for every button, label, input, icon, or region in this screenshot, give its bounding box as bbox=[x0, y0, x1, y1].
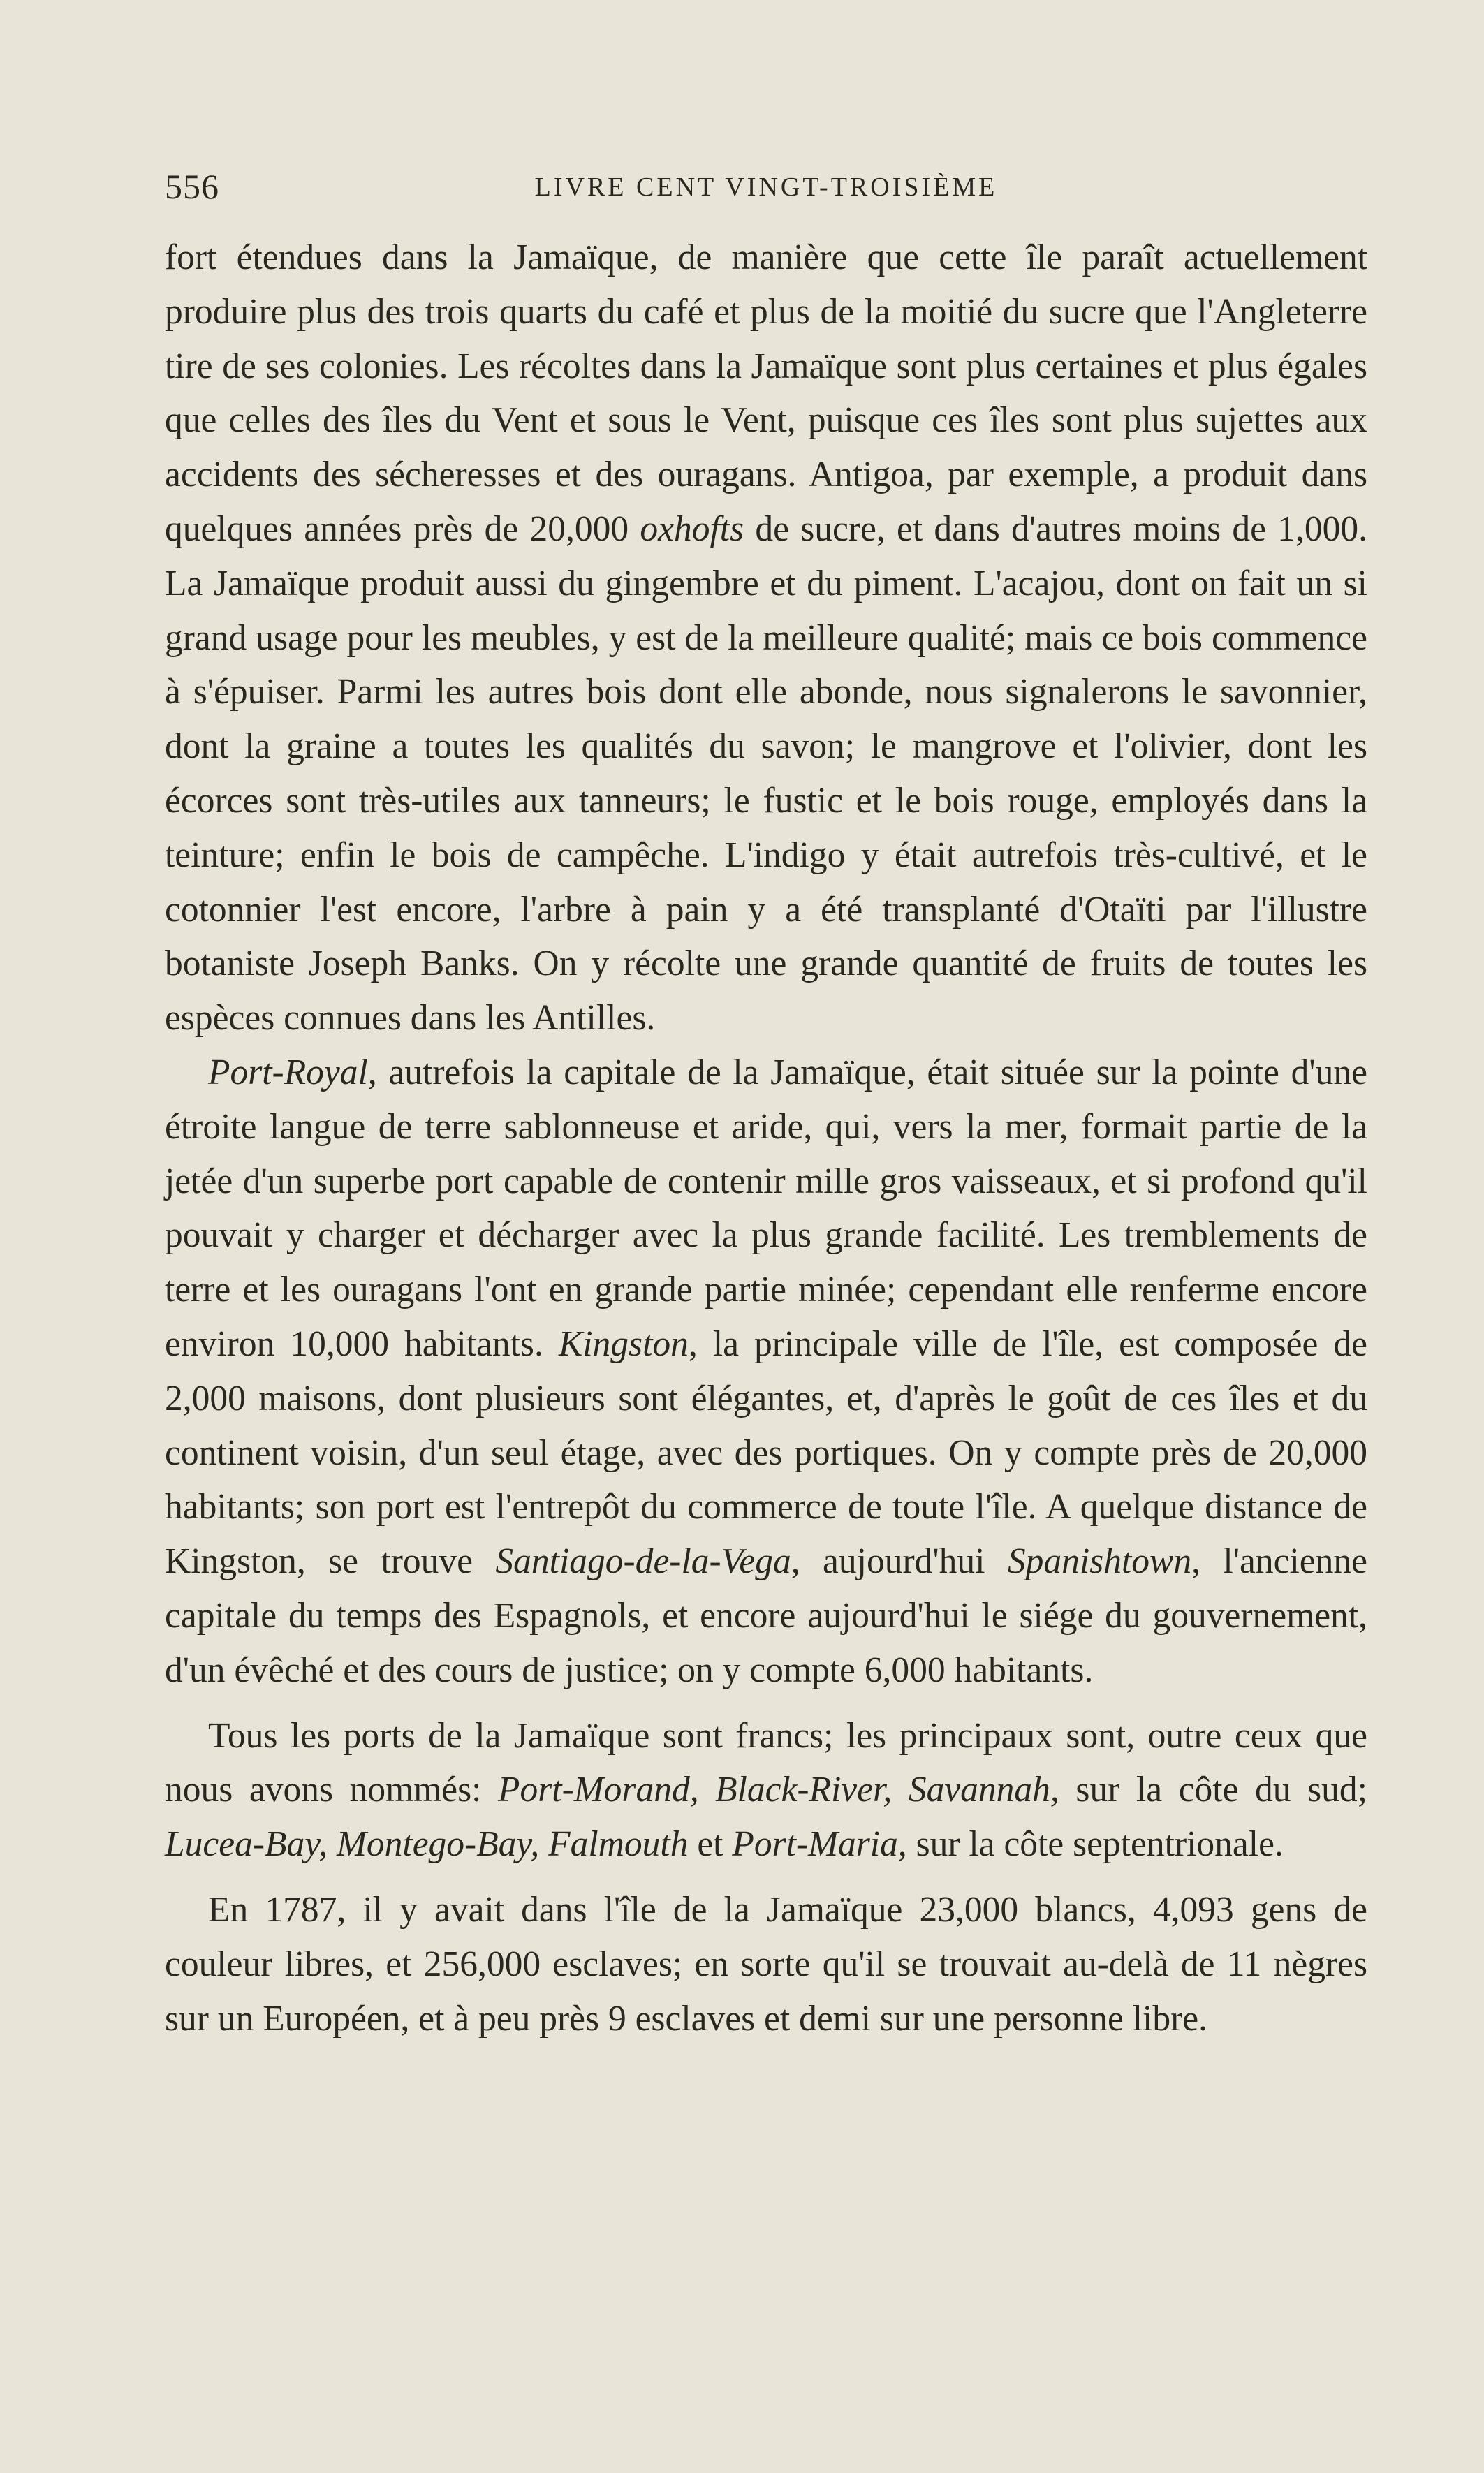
italic-place-name: Port-Royal bbox=[208, 1052, 368, 1092]
italic-place-name: Lucea-Bay, Montego-Bay, Falmouth bbox=[165, 1824, 689, 1865]
italic-place-name: Kingston bbox=[558, 1323, 689, 1364]
text-segment: fort étendues dans la Jamaïque, de manière que cette île paraît actuellement produire plus des trois quarts du café et plus de la moitié du sucre que l'Angleterre tire de ses colonies. Les récoltes dans la Jamaïque sont plus certaines et plus égales que celles des îles du Vent et sous le Vent, puisque ces îles sont plus sujettes aux accidents des sécheresses et des ouragans. Antigoa, par exemple, a produit dans quelques années près de 20,000 bbox=[165, 237, 1367, 549]
paragraph bbox=[165, 1883, 1367, 2046]
text-segment: , aujourd'hui bbox=[791, 1541, 1008, 1582]
paragraph bbox=[165, 1709, 1367, 1872]
italic-place-name: Port-Maria bbox=[732, 1824, 898, 1865]
paragraph bbox=[165, 1045, 1367, 1698]
paragraph bbox=[165, 230, 1367, 1045]
text-segment: En 1787, il y avait dans l'île de la Jamaïque 23,000 blancs, 4,093 gens de couleur libres, et 256,000 esclaves; en sorte qu'il se trouvait au-delà de 11 nègres sur un Européen, et à peu près 9 esclaves et demi sur une personne libre. bbox=[165, 1889, 1367, 2039]
body-text bbox=[165, 230, 1367, 2046]
text-segment: , la principale ville de l'île, est composée de 2,000 maisons, dont plusieurs sont élégantes, et, d'après le goût de ces îles et du continent voisin, d'un seul étage, avec des portiques. On y compte près de 20,000 habitants; son port est l'entrepôt du commerce de toute l'île. A quelque distance de Kingston, se trouve bbox=[165, 1323, 1368, 1582]
running-head bbox=[165, 166, 1367, 208]
text-segment: , sur la côte septentrionale. bbox=[897, 1824, 1284, 1865]
header-title: LIVRE CENT VINGT-TROISIÈME bbox=[534, 173, 998, 202]
text-segment: , autrefois la capitale de la Jamaïque, était située sur la pointe d'une étroite langue de terre sablonneuse et aride, qui, vers la mer, formait partie de la jetée d'un superbe port capable de contenir mille gros vaisseaux, et si profond qu'il pouvait y charger et décharger avec la plus grande facilité. Les tremblements de terre et les ouragans l'ont en grande partie minée; cependant elle renferme encore environ 10,000 habitants. bbox=[165, 1052, 1367, 1364]
text-segment: sur la côte du sud; bbox=[1059, 1770, 1367, 1810]
text-segment: , l'ancienne capitale du temps des Espagnols, et encore aujourd'hui le siége du gouvernement, d'un évêché et des cours de justice; on y compte 6,000 habitants. bbox=[165, 1541, 1367, 1690]
italic-place-name: Santiago-de-la-Vega bbox=[495, 1541, 791, 1582]
text-segment: Tous les ports de la Jamaïque sont francs; les principaux sont, outre ceux que nous avons nommés: bbox=[165, 1715, 1367, 1810]
page-number: 556 bbox=[165, 167, 219, 206]
italic-place-name: Port-Morand, Black-River, Savannah, bbox=[498, 1770, 1059, 1810]
text-segment: de sucre, et dans d'autres moins de 1,000. La Jamaïque produit aussi du gingembre et du piment. L'acajou, dont on fait un si grand usage pour les meubles, y est de la meilleure qualité; mais ce bois commence à s'épuiser. Parmi les autres bois dont elle abonde, nous signalerons le savonnier, dont la graine a toutes les qualités du savon; le mangrove et l'olivier, dont les écorces sont très-utiles aux tanneurs; le fustic et le bois rouge, employés dans la teinture; enfin le bois de campêche. L'indigo y était autrefois très-cultivé, et le cotonnier l'est encore, l'arbre à pain y a été transplanté d'Otaïti par l'illustre botaniste Joseph Banks. On y récolte une grande quantité de fruits de toutes les espèces connues dans les Antilles. bbox=[165, 508, 1367, 1039]
italic-term: oxhofts bbox=[640, 508, 744, 549]
text-segment: et bbox=[688, 1824, 733, 1865]
italic-place-name: Spanishtown bbox=[1007, 1541, 1192, 1582]
